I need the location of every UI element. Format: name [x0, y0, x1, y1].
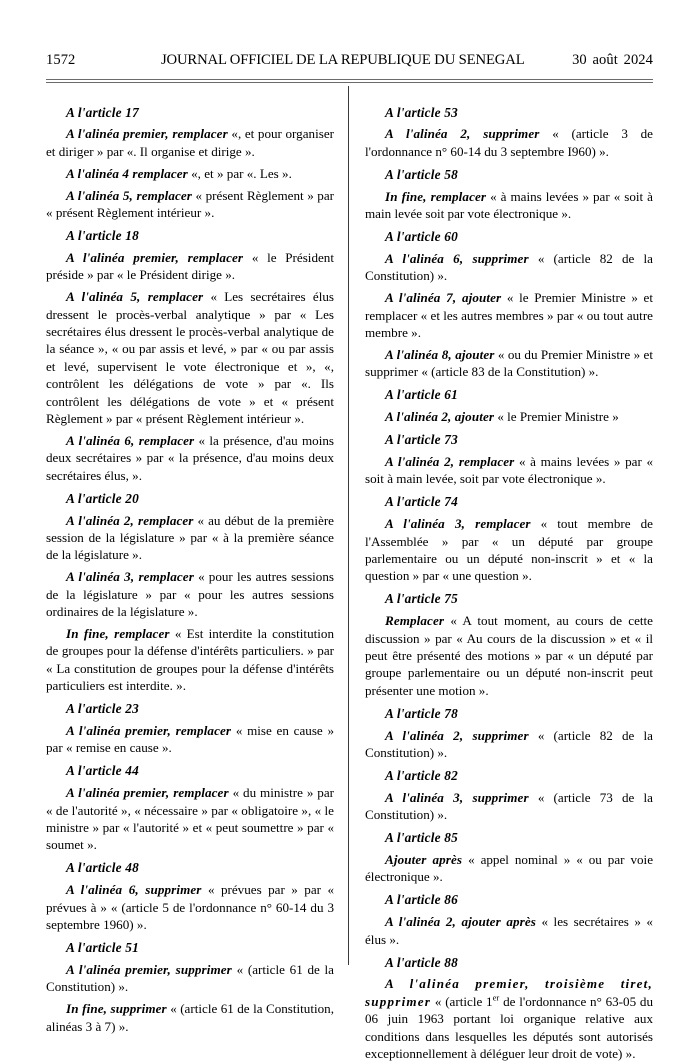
article-heading: A l'article 20: [66, 490, 139, 506]
amendment-instruction-body: « les secrétaires » « élus ».: [365, 914, 653, 947]
amendment-paragraph: [365, 612, 653, 699]
amendment-instruction-body: «, et pour organiser et diriger » par «. Il organise et dirige ».: [46, 126, 334, 159]
header-divider-rule: [46, 79, 653, 83]
amendment-paragraph: [46, 784, 334, 854]
header-rule-line-bottom: [46, 82, 653, 83]
amendment-instruction-lead: A l'alinéa 5, remplacer: [66, 187, 192, 203]
article-heading: A l'article 23: [66, 701, 139, 717]
amendment-instruction-lead: A l'alinéa 6, supprimer: [385, 250, 529, 266]
amendment-paragraph: [365, 188, 653, 223]
amendment-instruction-lead: A l'alinéa premier, supprimer: [66, 961, 232, 977]
article-heading: A l'article 53: [385, 104, 458, 120]
amendment-instruction-body: « (article 82 de la Constitution) ».: [365, 250, 653, 284]
amendment-instruction-lead: A l'alinéa premier, remplacer: [66, 785, 229, 801]
amendment-instruction-body: « mise en cause » par « remise en cause ».: [46, 723, 334, 756]
amendment-instruction-body: « (article 73 de la Constitution) ».: [365, 789, 653, 823]
amendment-instruction-lead: A l'alinéa premier, remplacer: [66, 249, 244, 265]
amendment-paragraph: [46, 187, 334, 222]
amendment-instruction-body: « le Premier Ministre » et remplacer « et les autres membres » par « ou tout autre membre ».: [365, 290, 653, 340]
header-rule-line-top: [46, 79, 653, 80]
amendment-instruction-body: « (article 61 de la Constitution) ».: [46, 961, 334, 995]
amendment-paragraph: [46, 625, 334, 695]
publication-title: JOURNAL OFFICIEL DE LA REPUBLIQUE DU SENEGAL: [160, 52, 525, 68]
amendment-instruction-body: « pour les autres sessions de la législature » par « pour les autres sessions ordinaires de la législature ».: [46, 569, 334, 620]
amendment-paragraph: [46, 125, 334, 160]
amendment-instruction-lead: A l'alinéa 7, ajouter: [385, 290, 502, 306]
amendment-instruction-lead: A l'alinéa 4 remplacer: [66, 165, 188, 181]
article-heading: A l'article 88: [385, 954, 458, 970]
amendment-paragraph: [46, 881, 334, 933]
article-heading: A l'article 82: [385, 767, 458, 783]
amendment-paragraph: [365, 789, 653, 824]
amendment-instruction-body: « la présence, d'au moins deux secrétaires » par « la présence, d'au moins deux secrétaires élus, ».: [46, 432, 334, 483]
amendment-instruction-body: « (article 82 de la Constitution) ».: [365, 727, 653, 760]
amendment-instruction-lead: A l'alinéa 2, ajouter: [385, 409, 495, 425]
amendment-instruction-lead: A l'alinéa 6, supprimer: [66, 882, 202, 898]
amendment-instruction-lead: A l'alinéa 2, remplacer: [66, 512, 194, 528]
amendment-instruction-lead: A l'alinéa 2, supprimer: [385, 727, 529, 743]
amendment-instruction-body: « prévues par » par « prévues à » « (article 5 de l'ordonnance n° 60-14 du 3 septembre 1960) ».: [46, 882, 334, 933]
amendment-instruction-lead: Ajouter après: [385, 852, 463, 868]
amendment-instruction-lead: Remplacer: [385, 613, 445, 629]
amendment-instruction-body: « présent Règlement » par « présent Règlement intérieur ».: [46, 187, 334, 221]
amendment-paragraph: [46, 165, 334, 182]
article-heading: A l'article 61: [385, 387, 458, 403]
amendment-paragraph: [46, 512, 334, 564]
amendment-paragraph: [365, 515, 653, 585]
amendment-instruction-lead: A l'alinéa 2, remplacer: [385, 453, 515, 469]
amendment-paragraph: [365, 289, 653, 341]
article-heading: A l'article 58: [385, 166, 458, 182]
article-heading: A l'article 48: [66, 860, 139, 876]
amendment-paragraph: [46, 1000, 334, 1035]
amendment-paragraph: [365, 975, 653, 1062]
text-column-left: [46, 98, 334, 1035]
amendment-paragraph: [46, 961, 334, 996]
amendment-instruction-lead: A l'alinéa 2, ajouter après: [385, 914, 536, 930]
amendment-instruction-lead: A l'alinéa premier, remplacer: [66, 723, 232, 738]
publication-date: 30 août 2024: [572, 52, 653, 68]
amendment-instruction-lead: In fine, remplacer: [385, 188, 487, 204]
amendment-instruction-lead: In fine, supprimer: [66, 1001, 167, 1017]
article-heading: A l'article 44: [66, 763, 139, 779]
amendment-paragraph: [46, 432, 334, 484]
article-heading: A l'article 51: [66, 939, 139, 955]
amendment-paragraph: [365, 250, 653, 285]
amendment-instruction-body: « A tout moment, au cours de cette discussion » par « Au cours de la discussion » et « il peut être présenté des motions » par « un député par groupe parlementaire ou un député non-inscrit peut présenter une motion ».: [365, 613, 653, 698]
amendment-instruction-lead: A l'alinéa 3, supprimer: [385, 789, 529, 805]
article-heading: A l'article 86: [385, 892, 458, 908]
amendment-instruction-lead: A l'alinéa 3, remplacer: [66, 569, 194, 585]
amendment-instruction-body: « au début de la première session de la législature » par « à la première séance de la législature ».: [46, 512, 334, 563]
amendment-paragraph: [46, 722, 334, 757]
amendment-paragraph: [365, 346, 653, 381]
article-heading: A l'article 75: [385, 591, 458, 607]
amendment-paragraph: [365, 453, 653, 488]
amendment-instruction-lead: A l'alinéa 5, remplacer: [66, 289, 204, 305]
amendment-instruction-lead: A l'alinéa premier, troisième tiret, supprimer: [365, 976, 653, 1009]
amendment-instruction-body: « du ministre » par « de l'autorité », « nécessaire » par « obligatoire », « le ministre » par « l'autorité » et « peut soumettre » par « soumet ».: [46, 785, 335, 853]
amendment-instruction-lead: A l'alinéa 6, remplacer: [66, 432, 195, 448]
article-heading: A l'article 78: [385, 705, 458, 721]
amendment-paragraph: [365, 913, 653, 948]
amendment-instruction-lead: In fine, remplacer: [66, 625, 170, 641]
amendment-instruction-body: « (article 61 de la Constitution, alinéas 3 à 7) ».: [46, 1001, 335, 1034]
amendment-paragraph: [365, 125, 653, 160]
running-head: [46, 52, 653, 72]
amendment-instruction-body: « le Premier Ministre »: [494, 409, 619, 425]
article-heading: A l'article 18: [66, 227, 139, 243]
amendment-instruction-lead: A l'alinéa 8, ajouter: [385, 346, 495, 362]
amendment-instruction-body: « le Président préside » par « le Président dirige ».: [46, 249, 334, 283]
amendment-instruction-lead: A l'alinéa 3, remplacer: [385, 516, 531, 532]
amendment-instruction-lead: A l'alinéa premier, remplacer: [66, 126, 228, 142]
amendment-instruction-body: « (article 1er de l'ordonnance n° 63-05 du 06 juin 1963 portant loi organique relative aux conditions dans lesquelles les députés sont autorisés exceptionnellement à déléguer leur droit de vote) ».: [365, 992, 654, 1062]
amendment-paragraph: [365, 408, 653, 425]
amendment-paragraph: [46, 288, 334, 427]
amendment-instruction-body: «, et » par «. Les ».: [187, 165, 292, 181]
article-heading: A l'article 85: [385, 830, 458, 846]
amendment-instruction-body: « à mains levées » par « soit à main levée, soit par vote électronique ».: [365, 453, 654, 487]
article-heading: A l'article 74: [385, 494, 458, 510]
amendment-paragraph: [365, 851, 653, 886]
amendment-paragraph: [46, 249, 334, 284]
column-divider-rule: [348, 86, 349, 965]
page-number: 1572: [46, 52, 76, 68]
amendment-instruction-body: « Est interdite la constitution de groupes pour la défense d'intérêts particuliers. » par « La constitution de groupes pour la défense d'intérêts particuliers est interdite. ».: [46, 625, 334, 694]
article-heading: A l'article 73: [385, 432, 458, 447]
amendment-instruction-body: « appel nominal » « ou par voie électronique ».: [365, 852, 654, 885]
amendment-instruction-body: « Les secrétaires élus dressent le procès-verbal analytique » par « Les secrétaires élus dressent le procès-verbal analytique de la séance », « ou par assis et levé, » par « ou par assis et levé, supervisent le vote électronique et », «, contrôlent les délégations de vote » par «. Ils contrôlent les délégations de vote » et « présent Règlement » par « présent Règlement intérieur ».: [46, 289, 334, 426]
amendment-instruction-body: « à mains levées » par « soit à main levée soit par vote électronique ».: [365, 188, 653, 222]
amendment-instruction-lead: A l'alinéa 2, supprimer: [385, 126, 540, 142]
amendment-instruction-body: « tout membre de l'Assemblée » par « un député par groupe parlementaire ou un député non-inscrit » et « la question » par « une question ».: [365, 516, 653, 584]
article-heading: A l'article 17: [66, 104, 139, 120]
amendment-paragraph: [46, 568, 334, 620]
amendment-paragraph: [365, 727, 653, 762]
text-column-right: [365, 98, 653, 1063]
amendment-instruction-body: « ou du Premier Ministre » et supprimer « (article 83 de la Constitution) ».: [365, 346, 653, 380]
amendment-instruction-body: « (article 3 de l'ordonnance n° 60-14 du 3 septembre I960) ».: [365, 126, 653, 159]
article-heading: A l'article 60: [385, 228, 458, 244]
